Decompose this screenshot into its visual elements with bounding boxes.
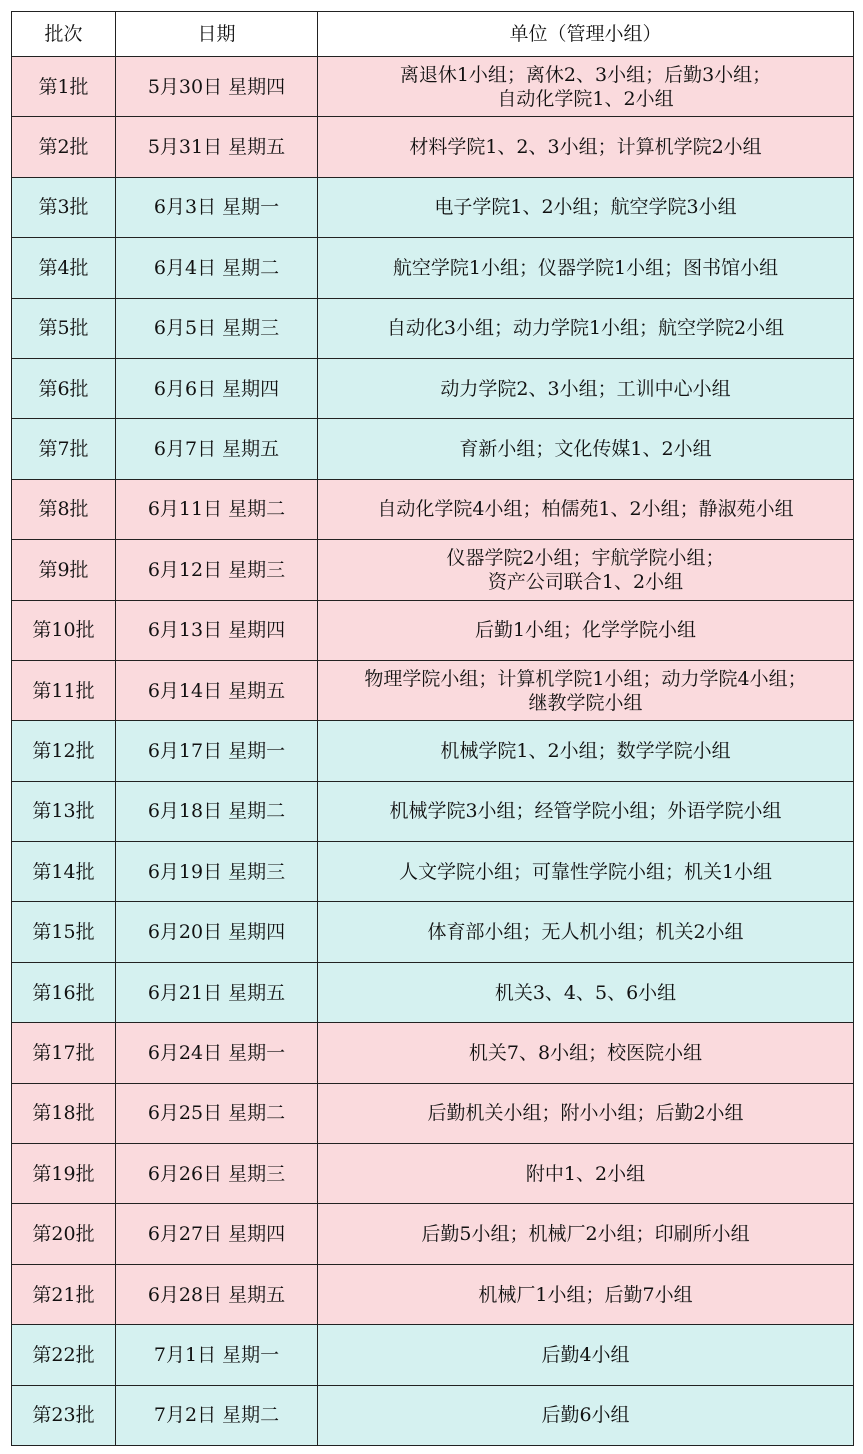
batch-cell: 第19批 [12,1144,116,1204]
unit-cell: 航空学院1小组；仪器学院1小组；图书馆小组 [318,238,854,298]
date-cell: 6月3日 星期一 [116,177,318,237]
batch-cell: 第23批 [12,1385,116,1445]
unit-cell: 动力学院2、3小组；工训中心小组 [318,358,854,418]
batch-cell: 第8批 [12,479,116,539]
table-row [12,781,854,841]
date-cell: 7月2日 星期二 [116,1385,318,1445]
date-cell: 6月7日 星期五 [116,419,318,479]
table-row [12,1144,854,1204]
unit-cell: 电子学院1、2小组；航空学院3小组 [318,177,854,237]
table-row [12,660,854,720]
table-row [12,540,854,600]
unit-cell: 附中1、2小组 [318,1144,854,1204]
table-row [12,419,854,479]
batch-cell: 第7批 [12,419,116,479]
date-cell: 6月28日 星期五 [116,1264,318,1324]
date-cell: 6月25日 星期二 [116,1083,318,1143]
batch-cell: 第22批 [12,1325,116,1385]
date-cell: 5月31日 星期五 [116,117,318,177]
unit-cell: 人文学院小组；可靠性学院小组；机关1小组 [318,842,854,902]
batch-cell: 第11批 [12,660,116,720]
batch-cell: 第15批 [12,902,116,962]
unit-cell: 后勤机关小组；附小小组；后勤2小组 [318,1083,854,1143]
date-cell: 6月4日 星期二 [116,238,318,298]
unit-cell: 材料学院1、2、3小组；计算机学院2小组 [318,117,854,177]
schedule-table-wrapper [11,11,853,1446]
table-row [12,57,854,117]
batch-cell: 第2批 [12,117,116,177]
batch-cell: 第10批 [12,600,116,660]
unit-cell: 机关7、8小组；校医院小组 [318,1023,854,1083]
batch-cell: 第3批 [12,177,116,237]
unit-cell: 后勤4小组 [318,1325,854,1385]
unit-cell: 后勤5小组；机械厂2小组；印刷所小组 [318,1204,854,1264]
date-cell: 6月18日 星期二 [116,781,318,841]
header-unit: 单位（管理小组） [318,12,854,57]
batch-cell: 第1批 [12,57,116,117]
batch-cell: 第20批 [12,1204,116,1264]
unit-cell: 体育部小组；无人机小组；机关2小组 [318,902,854,962]
date-cell: 6月26日 星期三 [116,1144,318,1204]
batch-cell: 第9批 [12,540,116,600]
date-cell: 6月12日 星期三 [116,540,318,600]
header-date: 日期 [116,12,318,57]
batch-cell: 第18批 [12,1083,116,1143]
date-cell: 6月11日 星期二 [116,479,318,539]
unit-cell: 物理学院小组；计算机学院1小组；动力学院4小组； 继教学院小组 [318,660,854,720]
table-row [12,962,854,1022]
unit-cell: 仪器学院2小组；宇航学院小组； 资产公司联合1、2小组 [318,540,854,600]
table-row [12,902,854,962]
date-cell: 6月24日 星期一 [116,1023,318,1083]
batch-cell: 第13批 [12,781,116,841]
date-cell: 6月21日 星期五 [116,962,318,1022]
table-row [12,1083,854,1143]
unit-cell: 离退休1小组；离休2、3小组；后勤3小组； 自动化学院1、2小组 [318,57,854,117]
date-cell: 6月19日 星期三 [116,842,318,902]
date-cell: 6月17日 星期一 [116,721,318,781]
table-row [12,177,854,237]
batch-cell: 第16批 [12,962,116,1022]
unit-cell: 自动化学院4小组；柏儒苑1、2小组；静淑苑小组 [318,479,854,539]
date-cell: 7月1日 星期一 [116,1325,318,1385]
unit-cell: 机关3、4、5、6小组 [318,962,854,1022]
date-cell: 6月6日 星期四 [116,358,318,418]
table-header [12,12,854,57]
unit-cell: 后勤1小组；化学学院小组 [318,600,854,660]
table-row [12,1385,854,1445]
table-row [12,1204,854,1264]
batch-cell: 第17批 [12,1023,116,1083]
table-row [12,479,854,539]
table-row [12,298,854,358]
table-row [12,842,854,902]
date-cell: 6月14日 星期五 [116,660,318,720]
unit-cell: 机械厂1小组；后勤7小组 [318,1264,854,1324]
table-row [12,1325,854,1385]
table-row [12,117,854,177]
date-cell: 6月27日 星期四 [116,1204,318,1264]
date-cell: 6月20日 星期四 [116,902,318,962]
unit-cell: 后勤6小组 [318,1385,854,1445]
batch-cell: 第5批 [12,298,116,358]
unit-cell: 育新小组；文化传媒1、2小组 [318,419,854,479]
batch-cell: 第6批 [12,358,116,418]
table-row [12,600,854,660]
batch-cell: 第14批 [12,842,116,902]
date-cell: 5月30日 星期四 [116,57,318,117]
date-cell: 6月5日 星期三 [116,298,318,358]
unit-cell: 机械学院3小组；经管学院小组；外语学院小组 [318,781,854,841]
table-row [12,1264,854,1324]
table-body [12,57,854,1446]
table-row [12,238,854,298]
table-row [12,358,854,418]
unit-cell: 自动化3小组；动力学院1小组；航空学院2小组 [318,298,854,358]
header-batch: 批次 [12,12,116,57]
batch-cell: 第12批 [12,721,116,781]
unit-cell: 机械学院1、2小组；数学学院小组 [318,721,854,781]
table-row [12,1023,854,1083]
batch-cell: 第4批 [12,238,116,298]
header-row [12,12,854,57]
batch-cell: 第21批 [12,1264,116,1324]
date-cell: 6月13日 星期四 [116,600,318,660]
table-row [12,721,854,781]
schedule-table [11,11,854,1446]
